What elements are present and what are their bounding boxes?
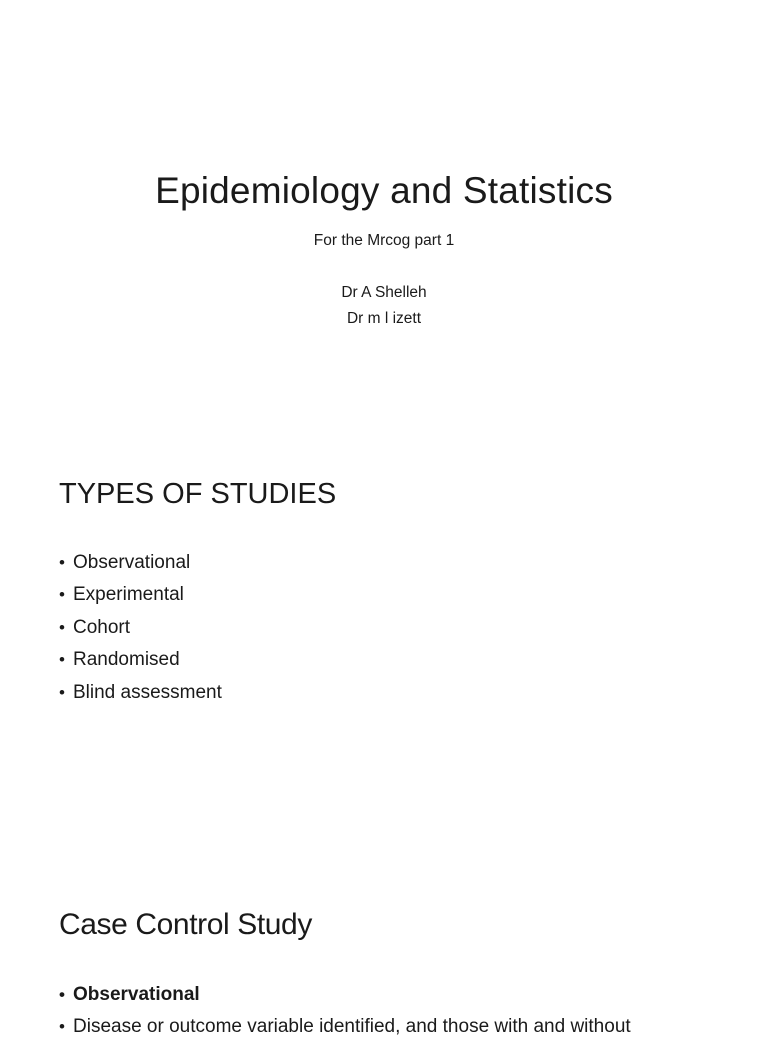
section-heading: Case Control Study [59,908,312,941]
title-slide [0,0,768,432]
list-item [59,1011,631,1043]
author-1: Dr A Shelleh [341,284,427,301]
list-item [59,547,222,579]
bullet-list [59,547,222,709]
list-item-text: Observational [73,984,200,1005]
list-item-text: Blind assessment [73,681,222,703]
subtitle-block [0,228,768,332]
list-item [59,612,222,644]
slide-title: Epidemiology and Statistics [155,170,613,211]
list-item [59,979,631,1011]
bullet-icon: • [59,985,65,1004]
list-item-text: Disease or outcome variable identified, and those with and without [73,1016,631,1038]
list-item-text: Cohort [73,616,131,638]
list-item [59,677,222,709]
list-item-text: Experimental [73,584,184,606]
bullet-icon: • [59,585,65,605]
subtitle: For the Mrcog part 1 [313,232,455,249]
list-item [59,644,222,676]
bullet-list [59,979,631,1044]
bullet-icon: • [59,617,65,637]
list-item-text: Randomised [73,649,180,671]
case-control-slide [0,864,768,1038]
bullet-icon: • [59,682,65,702]
section-heading: TYPES OF STUDIES [59,478,337,510]
types-of-studies-slide [0,432,768,864]
bullet-icon: • [59,1017,65,1037]
bullet-icon: • [59,650,65,670]
list-item [59,579,222,611]
author-2: Dr m l izett [346,310,422,327]
bullet-icon: • [59,553,65,572]
list-item-text: Observational [73,552,191,573]
